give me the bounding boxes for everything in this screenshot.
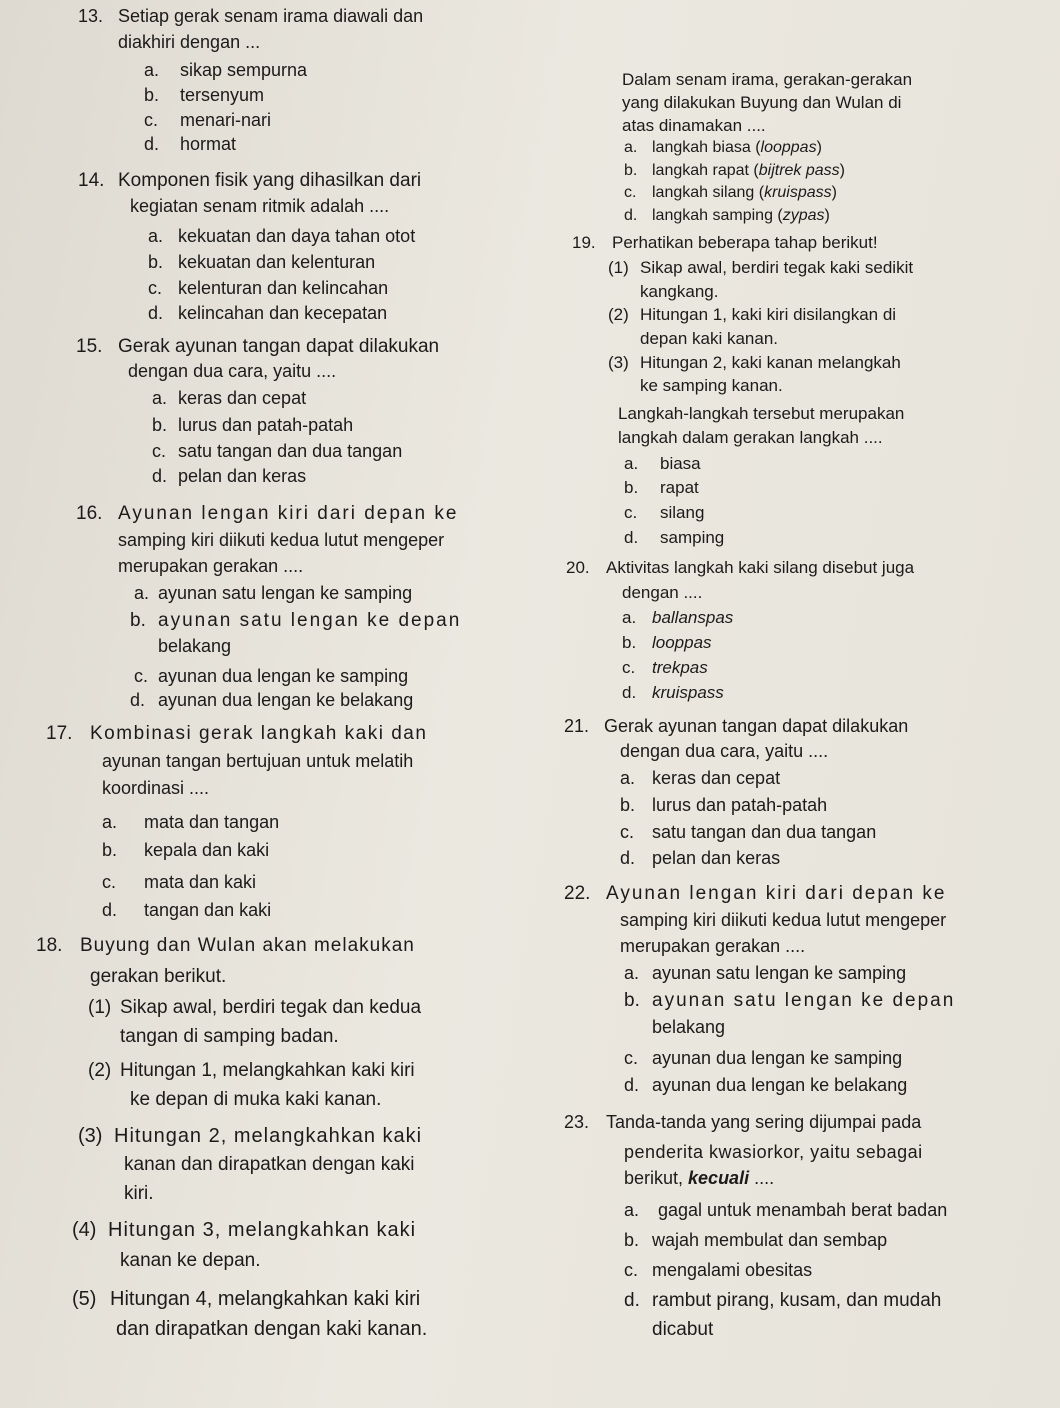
- step-number: (2): [88, 1060, 112, 1081]
- option-letter: c.: [148, 278, 163, 298]
- option-letter: d.: [620, 848, 636, 868]
- option-text: langkah silang (kruispass): [652, 184, 837, 201]
- option-text: trekpas: [652, 658, 708, 677]
- question-stem: yang dilakukan Buyung dan Wulan di: [622, 93, 902, 112]
- option-letter: a.: [144, 60, 160, 80]
- option-text: ayunan dua lengan ke belakang: [158, 690, 414, 710]
- option-letter: a.: [152, 388, 168, 408]
- option-letter: c.: [134, 666, 149, 686]
- option-text: satu tangan dan dua tangan: [652, 822, 877, 842]
- option-letter: d.: [624, 207, 638, 224]
- option-letter: c.: [624, 1048, 639, 1068]
- option-text: ballanspas: [652, 608, 734, 627]
- option-letter: b.: [152, 415, 168, 435]
- option-text: kelenturan dan kelincahan: [178, 278, 389, 298]
- option-letter: b.: [102, 840, 118, 860]
- option-letter: c.: [620, 822, 635, 842]
- question-stem: penderita kwasiorkor, yaitu sebagai: [624, 1142, 923, 1162]
- option-text: biasa: [660, 454, 701, 473]
- option-letter: d.: [624, 1290, 640, 1311]
- step-text: kanan dan dirapatkan dengan kaki: [124, 1154, 415, 1175]
- question-number: 21.: [564, 716, 590, 736]
- option-letter: b.: [148, 252, 164, 272]
- option-text: ayunan satu lengan ke depan: [652, 990, 956, 1011]
- option-letter: c.: [102, 872, 117, 892]
- option-letter: a.: [624, 454, 639, 473]
- question-stem: samping kiri diikuti kedua lutut mengeper: [620, 910, 947, 930]
- option-text: samping: [660, 528, 725, 547]
- option-letter: d.: [624, 528, 639, 547]
- question-stem: Ayunan lengan kiri dari depan ke: [118, 503, 459, 524]
- question-stem: gerakan berikut.: [90, 966, 227, 987]
- option-letter: c.: [624, 503, 638, 522]
- option-text: looppas: [652, 633, 712, 652]
- step-text: depan kaki kanan.: [640, 329, 778, 348]
- option-text: keras dan cepat: [178, 388, 307, 408]
- option-text: tersenyum: [180, 85, 265, 105]
- step-number: (4): [72, 1219, 97, 1241]
- question-stem: samping kiri diikuti kedua lutut mengeper: [118, 530, 445, 550]
- question-stem: merupakan gerakan ....: [620, 936, 806, 956]
- question-stem: Gerak ayunan tangan dapat dilakukan: [118, 336, 440, 357]
- step-text: Hitungan 4, melangkahkan kaki kiri: [110, 1288, 421, 1310]
- option-letter: c.: [144, 110, 159, 130]
- step-number: (1): [88, 997, 112, 1018]
- option-letter: a.: [620, 768, 636, 788]
- step-text: kangkang.: [640, 282, 719, 301]
- question-stem: Kombinasi gerak langkah kaki dan: [90, 723, 428, 744]
- option-text: silang: [660, 503, 705, 522]
- option-letter: c.: [624, 184, 637, 201]
- question-stem: dengan dua cara, yaitu ....: [128, 361, 337, 381]
- question-number: 19.: [572, 233, 596, 252]
- question-stem: Setiap gerak senam irama diawali dan: [118, 6, 424, 26]
- option-text: lurus dan patah-patah: [178, 415, 354, 435]
- question-stem: atas dinamakan ....: [622, 116, 766, 135]
- question-stem: Gerak ayunan tangan dapat dilakukan: [604, 716, 909, 736]
- option-text: kekuatan dan kelenturan: [178, 252, 376, 272]
- option-text: belakang: [652, 1017, 726, 1037]
- question-text: Langkah-langkah tersebut merupakan: [618, 404, 905, 423]
- question-number: 13.: [78, 6, 104, 26]
- step-text: ke samping kanan.: [640, 376, 783, 395]
- option-letter: b.: [130, 610, 146, 631]
- question-number: 14.: [78, 170, 105, 191]
- question-number: 15.: [76, 336, 103, 357]
- option-text: langkah rapat (bijtrek pass): [652, 162, 845, 179]
- option-text: dicabut: [652, 1319, 714, 1340]
- step-text: Hitungan 2, melangkahkan kaki: [114, 1125, 423, 1147]
- option-text: mengalami obesitas: [652, 1260, 813, 1280]
- option-letter: a.: [622, 608, 637, 627]
- question-number: 18.: [36, 935, 63, 956]
- question-stem: kegiatan senam ritmik adalah ....: [130, 196, 390, 216]
- option-text: ayunan satu lengan ke depan: [158, 610, 462, 631]
- option-letter: d.: [130, 690, 146, 710]
- option-letter: b.: [624, 478, 639, 497]
- option-letter: c.: [152, 441, 167, 461]
- option-text: kruispass: [652, 683, 724, 702]
- option-text: hormat: [180, 134, 237, 154]
- option-text: langkah biasa (looppas): [652, 139, 822, 156]
- question-stem: berikut, kecuali ....: [624, 1168, 775, 1188]
- option-letter: d.: [144, 134, 160, 154]
- question-number: 20.: [566, 558, 590, 577]
- option-letter: a.: [624, 1200, 640, 1220]
- option-letter: d.: [148, 303, 164, 323]
- option-text: langkah samping (zypas): [652, 207, 830, 224]
- option-text: ayunan dua lengan ke belakang: [652, 1075, 908, 1095]
- step-text: ke depan di muka kaki kanan.: [130, 1089, 382, 1110]
- option-text: rapat: [660, 478, 699, 497]
- step-number: (2): [608, 305, 629, 324]
- option-letter: b.: [622, 633, 637, 652]
- option-text: keras dan cepat: [652, 768, 781, 788]
- option-letter: b.: [624, 990, 640, 1011]
- option-text: ayunan dua lengan ke samping: [158, 666, 409, 686]
- option-text: pelan dan keras: [178, 466, 307, 486]
- option-text: gagal untuk menambah berat badan: [658, 1200, 948, 1220]
- step-text: Hitungan 3, melangkahkan kaki: [108, 1219, 417, 1241]
- step-text: Hitungan 1, kaki kiri disilangkan di: [640, 305, 897, 324]
- option-text: menari-nari: [180, 110, 272, 130]
- option-letter: a.: [624, 963, 640, 983]
- option-text: sikap sempurna: [180, 60, 308, 80]
- option-letter: d.: [152, 466, 168, 486]
- step-number: (3): [78, 1125, 103, 1147]
- question-stem: diakhiri dengan ...: [118, 32, 261, 52]
- option-text: ayunan dua lengan ke samping: [652, 1048, 903, 1068]
- option-text: ayunan satu lengan ke samping: [652, 963, 907, 983]
- option-letter: d.: [102, 900, 118, 920]
- question-stem: Aktivitas langkah kaki silang disebut juga: [606, 558, 915, 577]
- step-text: Sikap awal, berdiri tegak kaki sedikit: [640, 258, 914, 277]
- step-text: kanan ke depan.: [120, 1250, 261, 1271]
- option-text: kelincahan dan kecepatan: [178, 303, 388, 323]
- question-stem: ayunan tangan bertujuan untuk melatih: [102, 751, 414, 771]
- option-letter: a.: [624, 139, 638, 156]
- step-number: (3): [608, 353, 629, 372]
- step-text: Hitungan 1, melangkahkan kaki kiri: [120, 1060, 415, 1081]
- option-letter: a.: [134, 583, 150, 603]
- option-letter: b.: [624, 162, 638, 179]
- option-text: satu tangan dan dua tangan: [178, 441, 403, 461]
- option-text: wajah membulat dan sembap: [652, 1230, 888, 1250]
- option-text: belakang: [158, 636, 232, 656]
- option-letter: b.: [624, 1230, 640, 1250]
- step-text: tangan di samping badan.: [120, 1026, 339, 1047]
- question-stem: Komponen fisik yang dihasilkan dari: [118, 170, 422, 191]
- question-number: 23.: [564, 1112, 590, 1132]
- question-stem: Buyung dan Wulan akan melakukan: [80, 935, 415, 956]
- option-letter: d.: [624, 1075, 640, 1095]
- question-stem: dengan ....: [622, 583, 703, 602]
- question-stem: dengan dua cara, yaitu ....: [620, 741, 829, 761]
- option-text: lurus dan patah-patah: [652, 795, 828, 815]
- option-letter: d.: [622, 683, 637, 702]
- option-text: mata dan tangan: [144, 812, 280, 832]
- question-stem: Dalam senam irama, gerakan-gerakan: [622, 70, 913, 89]
- option-letter: c.: [624, 1260, 639, 1280]
- option-text: rambut pirang, kusam, dan mudah: [652, 1290, 942, 1311]
- question-stem: Ayunan lengan kiri dari depan ke: [606, 883, 947, 904]
- question-text: langkah dalam gerakan langkah ....: [618, 428, 883, 447]
- option-letter: b.: [144, 85, 160, 105]
- question-stem: merupakan gerakan ....: [118, 556, 304, 576]
- option-text: tangan dan kaki: [144, 900, 272, 920]
- step-text: Hitungan 2, kaki kanan melangkah: [640, 353, 901, 372]
- step-number: (5): [72, 1288, 97, 1310]
- step-text: kiri.: [124, 1183, 154, 1204]
- option-text: ayunan satu lengan ke samping: [158, 583, 413, 603]
- option-text: kepala dan kaki: [144, 840, 270, 860]
- option-text: mata dan kaki: [144, 872, 257, 892]
- question-stem: koordinasi ....: [102, 778, 210, 798]
- question-number: 17.: [46, 723, 73, 744]
- option-letter: c.: [622, 658, 636, 677]
- step-text: dan dirapatkan dengan kaki kanan.: [116, 1318, 428, 1340]
- option-letter: a.: [102, 812, 118, 832]
- option-text: pelan dan keras: [652, 848, 781, 868]
- question-stem: Tanda-tanda yang sering dijumpai pada: [606, 1112, 922, 1132]
- step-number: (1): [608, 258, 629, 277]
- option-letter: a.: [148, 226, 164, 246]
- option-text: kekuatan dan daya tahan otot: [178, 226, 416, 246]
- question-number: 22.: [564, 883, 591, 904]
- question-number: 16.: [76, 503, 103, 524]
- option-letter: b.: [620, 795, 636, 815]
- question-stem: Perhatikan beberapa tahap berikut!: [612, 233, 878, 252]
- step-text: Sikap awal, berdiri tegak dan kedua: [120, 997, 422, 1018]
